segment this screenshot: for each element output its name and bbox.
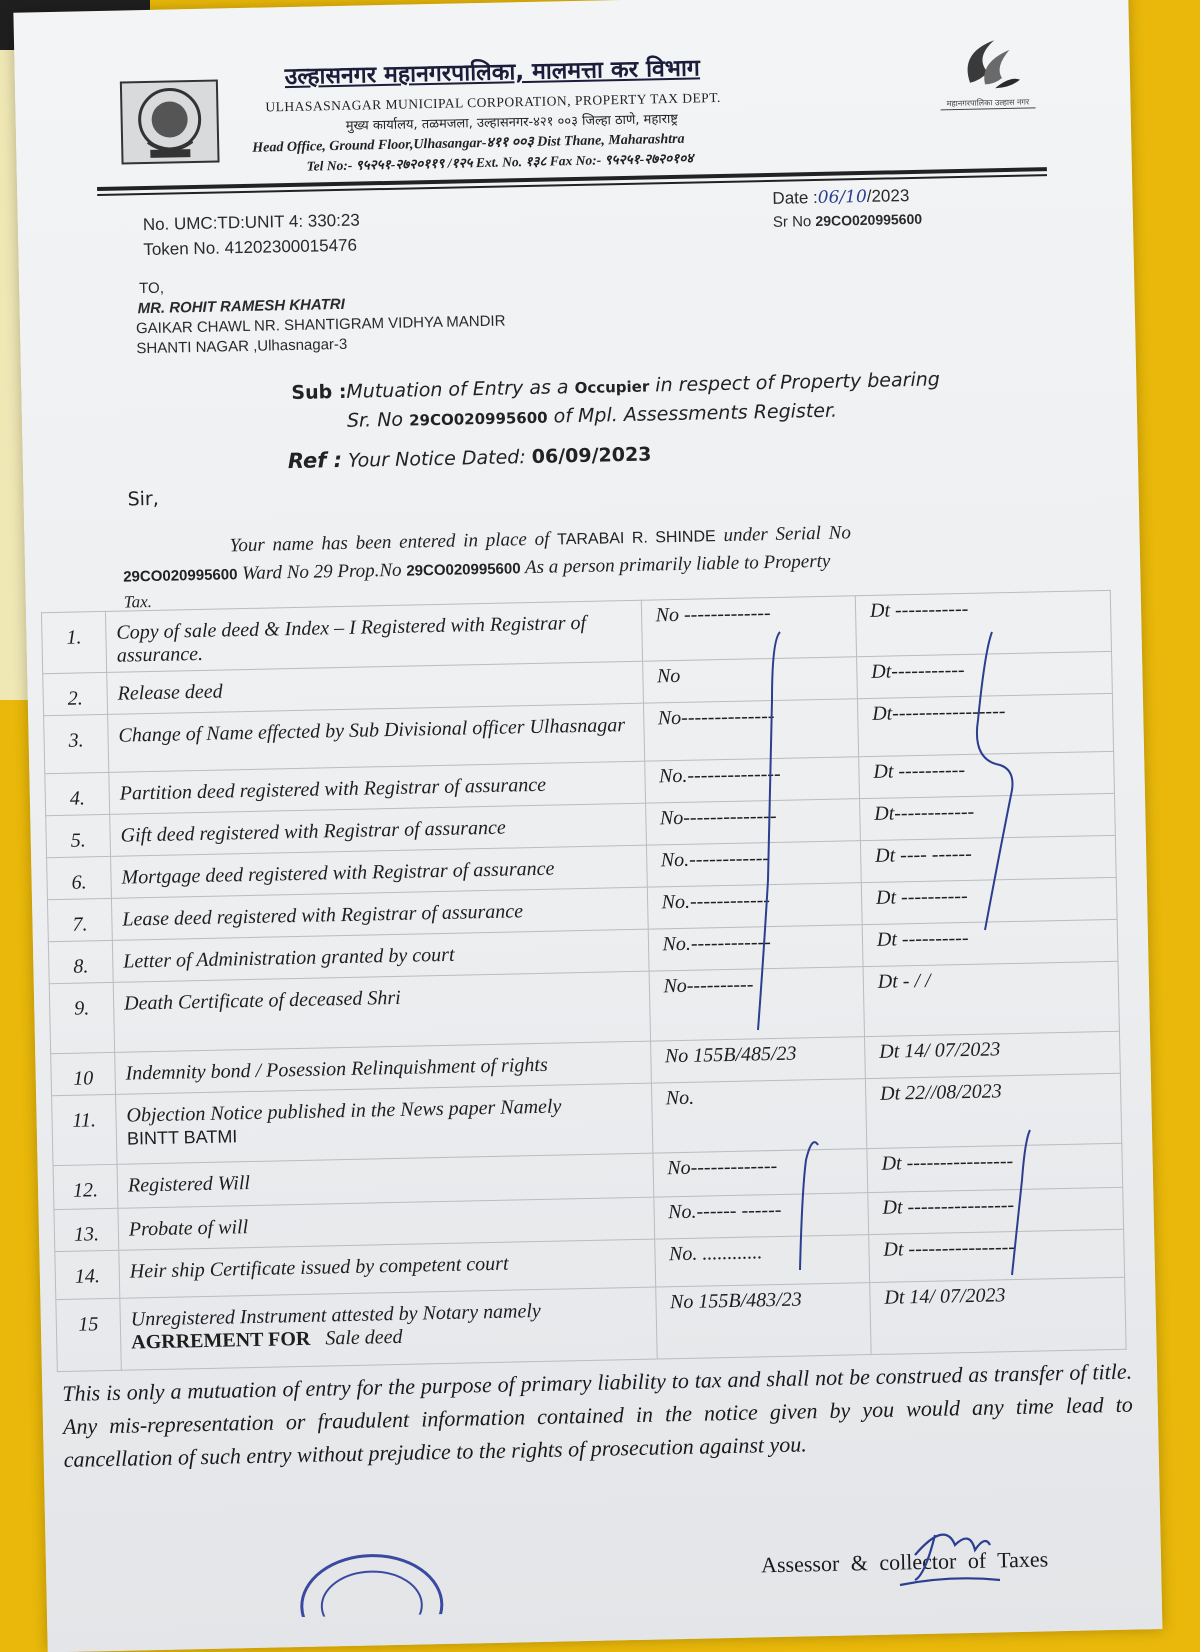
- document-description: Mortgage deed registered with Registrar of assurance: [121, 857, 555, 889]
- document-date: Dt 22//08/2023: [865, 1073, 1121, 1148]
- document-no: No.------------: [646, 841, 861, 887]
- header-title-english: ULHASASNAGAR MUNICIPAL CORPORATION, PROPERTY TAX DEPT.: [265, 89, 722, 115]
- document-no: No--------------: [645, 799, 860, 845]
- document-date: Dt - / /: [863, 961, 1119, 1036]
- body-text-2: under Serial No: [723, 522, 852, 546]
- subject-line: [291, 368, 940, 404]
- document-date: Dt ----------------: [867, 1143, 1123, 1192]
- subject-srno-label: Sr. No: [346, 408, 404, 432]
- document-number: 1.: [41, 611, 106, 673]
- reference-number: No. UMC:TD:UNIT 4: 330:23: [142, 210, 360, 235]
- document-number: 2.: [43, 672, 108, 715]
- document-number: 5.: [46, 814, 111, 857]
- subject-srno: 29CO020995600: [408, 408, 548, 430]
- body-text-1: Your name has been entered in place of: [229, 528, 550, 557]
- document-no: No: [642, 657, 857, 703]
- date-label: Date :: [772, 187, 818, 208]
- flame-logo-icon: [939, 31, 1035, 93]
- date-year: /2023: [866, 186, 910, 206]
- document-date: Dt ---- ------: [860, 835, 1116, 882]
- document-description-extra-2: Sale deed: [325, 1325, 403, 1350]
- to-label: TO,: [139, 279, 165, 298]
- document-no: No----------: [649, 967, 865, 1041]
- document-no: No -------------: [641, 596, 857, 661]
- document-description: Registered Will: [127, 1172, 251, 1197]
- document-description: Death Certificate of deceased Shri: [123, 986, 401, 1015]
- document-number: 4.: [45, 772, 110, 815]
- document-description: Heir ship Certificate issued by competent court: [129, 1252, 509, 1283]
- document-number: 9.: [49, 982, 114, 1053]
- recipient-name: MR. ROHIT RAMESH KHATRI: [137, 295, 345, 318]
- document-description-extra: BINTT BATMI: [126, 1126, 238, 1149]
- document-description-cell: [116, 1083, 653, 1164]
- letter-date: [772, 186, 909, 209]
- document-date: Dt-----------------: [857, 693, 1113, 756]
- official-stamp-icon: [295, 1534, 447, 1617]
- document-description: Partition deed registered with Registrar of assurance: [119, 773, 547, 805]
- document-no: No.--------------: [644, 757, 859, 803]
- document-no: No-------------: [652, 1149, 867, 1197]
- document-no: No.------------: [648, 925, 863, 971]
- ref-date: 06/09/2023: [531, 443, 652, 468]
- document-description-cell: [105, 600, 642, 672]
- document-no: No 155B/483/23: [655, 1283, 871, 1359]
- reference-line: [288, 441, 652, 473]
- document-number: 11.: [52, 1094, 117, 1165]
- document-number: 7.: [47, 898, 112, 941]
- document-number: 15: [56, 1298, 122, 1371]
- header-title-marathi: उल्हासनगर महानगरपालिका, मालमत्ता कर विभाग: [284, 55, 701, 91]
- document-date: Dt ----------------: [869, 1229, 1125, 1282]
- document-description-extra: AGRREMENT FOR: [131, 1327, 311, 1354]
- municipal-emblem-icon: [119, 78, 221, 165]
- sr-label: Sr No: [772, 213, 812, 231]
- document-no: No.------------: [647, 883, 862, 929]
- document-description: Objection Notice published in the News paper Namely: [126, 1095, 562, 1127]
- document-description: Copy of sale deed & Index – I Registered with Registrar of assurance.: [116, 611, 587, 667]
- body-serial-no: 29CO020995600: [123, 566, 238, 586]
- document-description-cell: [113, 971, 650, 1052]
- date-handwritten: 06/10: [817, 186, 867, 208]
- document-no: No.------ ------: [653, 1193, 868, 1239]
- subject-role: Occupier: [574, 377, 650, 398]
- documents-table: [41, 590, 1127, 1372]
- subject-line-2: [347, 400, 838, 432]
- document-number: 3.: [44, 714, 109, 773]
- property-tax-letter: [13, 0, 1162, 1652]
- document-description: Change of Name effected by Sub Divisional officer Ulhasnagar: [118, 714, 626, 747]
- logo-caption: महानगरपालिका उल्हास नगर: [940, 96, 1035, 110]
- document-date: Dt 14/ 07/2023: [870, 1277, 1127, 1354]
- corporation-logo: [939, 31, 1036, 118]
- recipient-address-line2: SHANTI NAGAR ,Ulhasnagar-3: [136, 335, 348, 358]
- document-no: No--------------: [643, 699, 859, 761]
- document-description: Indemnity bond / Posession Relinquishment of rights: [125, 1053, 548, 1085]
- ref-label: Ref :: [287, 447, 343, 474]
- document-date: Dt-----------: [856, 651, 1112, 698]
- document-description: Lease deed registered with Registrar of assurance: [122, 900, 524, 931]
- body-line-3: Tax.: [123, 591, 153, 612]
- subject-text-2: in respect of Property bearing: [655, 368, 941, 397]
- document-date: Dt ----------: [862, 919, 1118, 966]
- document-description: Gift deed registered with Registrar of assurance: [120, 816, 506, 847]
- document-description: Unregistered Instrument attested by Notary namely: [130, 1299, 542, 1331]
- document-number: 10: [51, 1052, 116, 1095]
- sr-value: 29CO020995600: [815, 210, 923, 229]
- header-telephone: Tel No:- ९५२५१-२७२०११९ /१२५ Ext. No. १३८ Fax No:- ९५२५१-२७२०१०४: [306, 150, 694, 174]
- document-number: 12.: [53, 1164, 118, 1209]
- signatory-title: Assessor & collector of Taxes: [760, 1546, 1049, 1578]
- document-description: Letter of Administration granted by court: [123, 943, 455, 973]
- document-description-cell: [120, 1287, 657, 1370]
- recipient-address-line1: GAIKAR CHAWL NR. SHANTIGRAM VIDHYA MANDIR: [135, 312, 506, 338]
- document-number: 6.: [47, 856, 112, 899]
- body-ward: Ward No 29 Prop.No: [241, 559, 402, 585]
- document-date: Dt 14/ 07/2023: [864, 1031, 1120, 1078]
- subject-text: Mutuation of Entry as a: [346, 376, 569, 403]
- subject-text-3: of Mpl. Assessments Register.: [553, 399, 838, 428]
- document-date: Dt ----------: [859, 751, 1115, 798]
- previous-owner: TARABAI R. SHINDE: [556, 528, 716, 549]
- body-prop-no: 29CO020995600: [406, 560, 521, 580]
- ref-text: Your Notice Dated:: [347, 446, 526, 472]
- body-text-3: As a person primarily liable to Property: [524, 550, 831, 579]
- serial-number: [773, 211, 922, 231]
- document-number: 14.: [55, 1250, 120, 1299]
- document-no: No 155B/485/23: [650, 1037, 865, 1083]
- document-date: Dt -----------: [855, 590, 1111, 656]
- document-date: Dt ----------: [861, 877, 1117, 924]
- document-no: No.: [651, 1079, 867, 1153]
- document-description: Probate of will: [128, 1216, 249, 1241]
- document-no: No. ............: [654, 1235, 869, 1287]
- document-number: 13.: [54, 1208, 119, 1251]
- subject-label: Sub :: [291, 380, 347, 404]
- token-number: Token No. 41202300015476: [143, 235, 358, 260]
- document-date: Dt------------: [859, 793, 1115, 840]
- document-description: Release deed: [117, 680, 223, 705]
- salutation: Sir,: [127, 487, 160, 511]
- header-office-english: Head Office, Ground Floor,Ulhasangar-४११ ००३ Dist Thane, Maharashtra: [252, 131, 685, 156]
- document-number: 8.: [48, 940, 113, 983]
- document-date: Dt ----------------: [868, 1187, 1124, 1234]
- disclaimer-text: This is only a mutuation of entry for the purpose of primary liability to tax and shall not be construed as transfer of title. Any mis-representation or fraudulent information contained in the notice given by you would any time lead to cancellation of such entry without prejudice to the rights of prosecution against you.: [62, 1358, 1134, 1473]
- header-office-marathi: मुख्य कार्यालय, तळमजला, उल्हासनगर-४२१ ००३ जिल्हा ठाणे, महाराष्ट्र: [345, 111, 679, 134]
